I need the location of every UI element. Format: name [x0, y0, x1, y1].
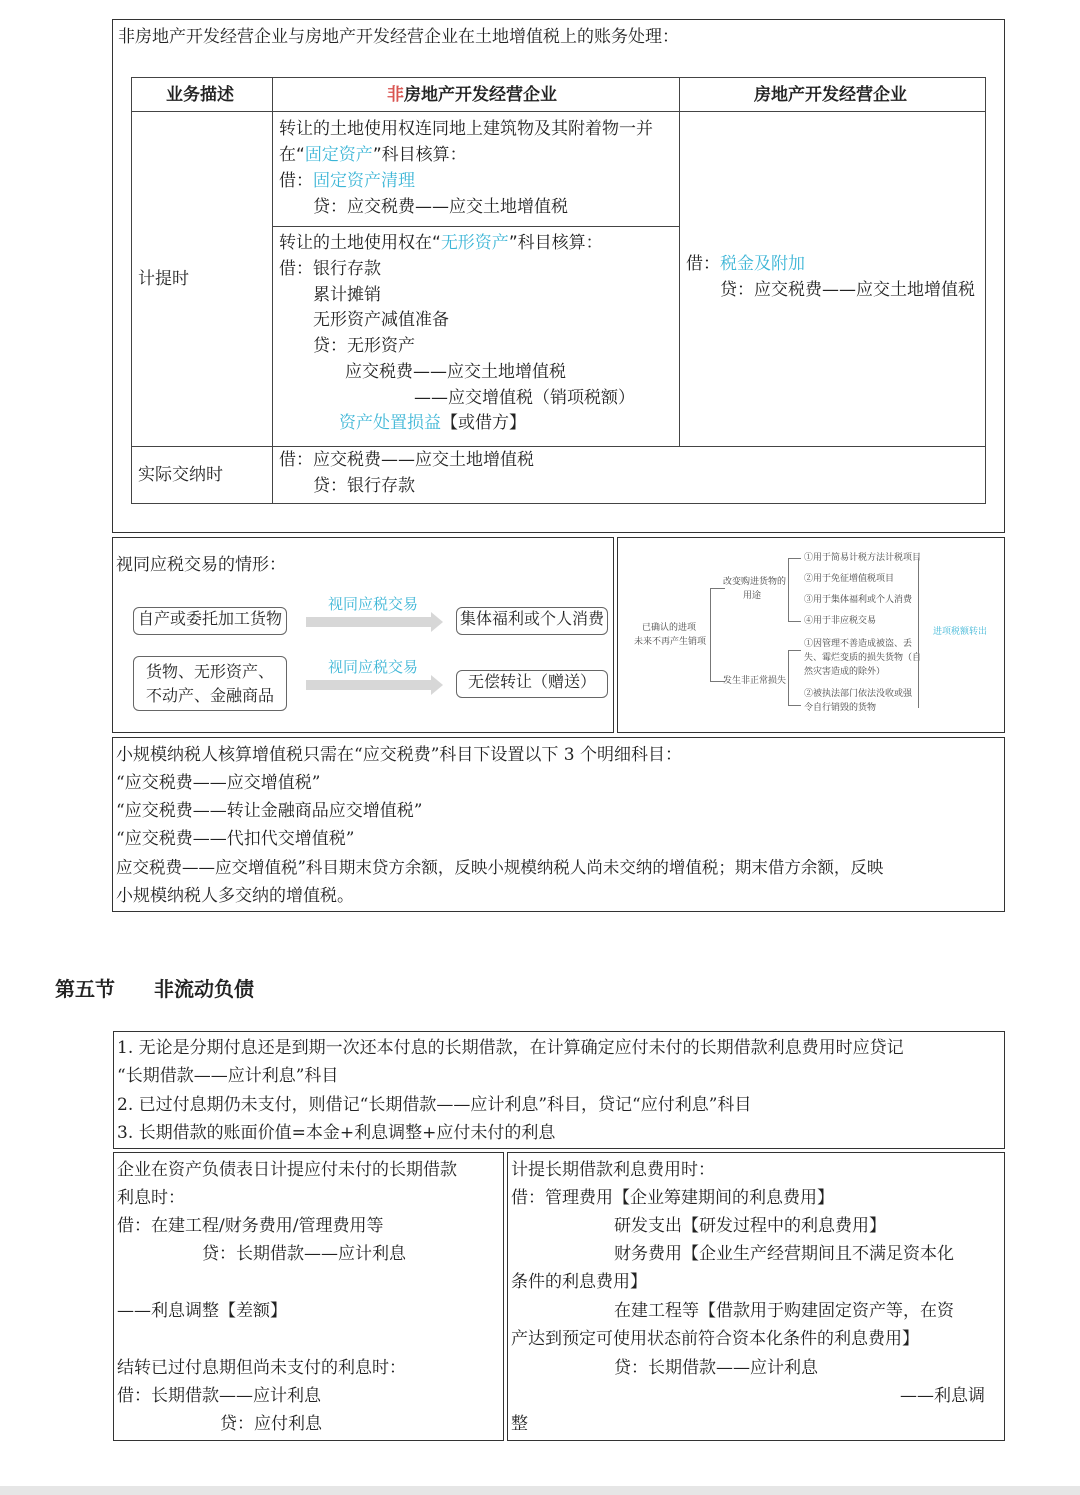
- header-real-estate: 房地产开发经营企业: [754, 85, 907, 105]
- right-line4: 财务费用【企业生产经营期间且不满足资本化: [614, 1244, 954, 1264]
- input-vat-transfer-mindmap: [617, 537, 1005, 733]
- mindmap-root-bracket: [710, 588, 725, 682]
- mindmap-branch1-line1: 改变购进货物的: [723, 577, 787, 587]
- mindmap-branch1-line2: 用途: [743, 591, 762, 601]
- small-line3: “应交税费——转让金融商品应交增值税”: [116, 801, 423, 821]
- deemed-row1-right: 集体福利或个人消费: [456, 607, 608, 635]
- cell-b-line6: 应交税费——应交土地增值税: [345, 362, 566, 382]
- mindmap-result: 进项税额转出: [933, 627, 988, 637]
- section-number: 第五节: [55, 977, 115, 1001]
- right-line6: 在建工程等【借款用于购建固定资产等，在资: [614, 1301, 954, 1321]
- small-line6: 小规模纳税人多交纳的增值税。: [116, 886, 354, 906]
- cell-b-line7: ——应交增值税（销项税额）: [414, 388, 635, 408]
- left-line3: 借：在建工程/财务费用/管理费用等: [117, 1216, 384, 1236]
- cell-a-line1: 转让的土地使用权连同地上建筑物及其附着物一并: [279, 119, 653, 139]
- mindmap-branch1-bracket: [788, 558, 801, 622]
- land-vat-table: [131, 77, 986, 504]
- right-line1: 计提长期借款利息费用时：: [511, 1160, 715, 1180]
- right-line2: 借：管理费用【企业筹建期间的利息费用】: [511, 1188, 834, 1208]
- small-line4: “应交税费——代扣代交增值税”: [116, 829, 355, 849]
- right-line10: 整: [511, 1414, 528, 1434]
- header-non-real-estate: [387, 84, 557, 106]
- left-line2: 利息时：: [117, 1188, 185, 1208]
- header-non-prefix: 非: [387, 85, 404, 105]
- right-line8: 贷：长期借款——应计利息: [614, 1358, 818, 1378]
- left-line4: 贷：长期借款——应计利息: [202, 1244, 406, 1264]
- interest-expense-right-box: [507, 1152, 1005, 1441]
- mindmap-result-bracket: [918, 558, 919, 708]
- row-label-accrual: 计提时: [138, 269, 189, 289]
- small-line2: “应交税费——应交增值税”: [116, 773, 321, 793]
- left-line6: ——利息调整【差额】: [117, 1301, 287, 1321]
- loan-note-line1: 1. 无论是分期付息还是到期一次还本付息的长期借款，在计算确定应付未付的长期借款利息费用时应贷记: [117, 1038, 904, 1058]
- mindmap-b2-item4: ②被执法部门依法没收或强: [804, 689, 913, 699]
- cell-a-line3: 借：固定资产清理: [279, 171, 415, 191]
- left-line8: 结转已过付息期但尚未支付的利息时：: [117, 1358, 406, 1378]
- cell-c-line1: 借：税金及附加: [686, 254, 805, 274]
- cell-b-line2: 借：银行存款: [279, 259, 381, 279]
- deemed-row1-arrow-label: 视同应税交易: [328, 595, 419, 613]
- right-line5: 条件的利息费用】: [511, 1272, 647, 1292]
- right-line9: ——利息调: [900, 1386, 985, 1406]
- cell-b-line3: 累计摊销: [313, 285, 381, 305]
- mindmap-root-line2: 未来不再产生销项: [634, 637, 707, 647]
- left-line1: 企业在资产负债表日计提应付未付的长期借款: [117, 1160, 457, 1180]
- deemed-row1-arrow: [306, 617, 431, 627]
- cell-a-line4: 贷：应交税费——应交土地增值税: [313, 197, 568, 217]
- mindmap-b2-item3: 然灾害造成的除外）: [804, 667, 886, 677]
- section-title: 非流动负债: [154, 977, 254, 1001]
- cell-b-line4: 无形资产减值准备: [313, 310, 449, 330]
- page-bottom-bar: [0, 1486, 1080, 1495]
- mindmap-branch2: 发生非正常损失: [723, 676, 787, 686]
- mindmap-branch2-bracket: [788, 650, 801, 706]
- deemed-title: 视同应税交易的情形：: [116, 555, 286, 575]
- deemed-row2-left: [133, 656, 287, 711]
- cell-a-line2: 在“固定资产”科目核算：: [279, 145, 467, 165]
- deemed-row2-arrow: [306, 680, 431, 690]
- long-term-loan-notes: [113, 1031, 1005, 1149]
- deemed-transaction-box: [112, 537, 614, 733]
- mindmap-b1-item4: ④用于非应税交易: [804, 616, 877, 626]
- right-line7: 产达到预定可使用状态前符合资本化条件的利息费用】: [511, 1329, 919, 1349]
- loan-note-line3: 2. 已过付息期仍未支付，则借记“长期借款——应计利息”科目，贷记“应付利息”科目: [117, 1095, 752, 1115]
- land-vat-title: 非房地产开发经营企业与房地产开发经营企业在土地增值税上的账务处理：: [118, 27, 679, 47]
- cell-b-line8: 资产处置损益【或借方】: [339, 413, 526, 433]
- deemed-row2-right: 无偿转让（赠送）: [456, 670, 608, 698]
- small-taxpayer-box: [112, 737, 1005, 912]
- mindmap-b2-item1: ①因管理不善造成被盗、丢: [804, 639, 913, 649]
- loan-note-line4: 3. 长期借款的账面价值=本金+利息调整+应付未付的利息: [117, 1123, 556, 1143]
- mindmap-b1-item1: ①用于简易计税方法计税项目: [804, 553, 922, 563]
- deemed-row1-left: 自产或委托加工货物: [133, 607, 287, 635]
- left-line10: 贷：应付利息: [220, 1414, 322, 1434]
- mindmap-b2-item5: 令自行销毁的货物: [804, 703, 877, 713]
- interest-accrual-left-box: [113, 1152, 504, 1441]
- mindmap-b2-item2: 失、霉烂变质的损失货物（自: [804, 653, 922, 663]
- cell-c-line2: 贷：应交税费——应交土地增值税: [720, 280, 975, 300]
- cell-d-line1: 借：应交税费——应交土地增值税: [279, 450, 534, 470]
- mindmap-b1-item3: ③用于集体福利或个人消费: [804, 595, 913, 605]
- small-line5: 应交税费——应交增值税”科目期末贷方余额，反映小规模纳税人尚未交纳的增值税；期末借方余额，反映: [116, 858, 884, 877]
- deemed-row2-left-line2: 不动产、金融商品: [145, 686, 274, 705]
- loan-note-line2: “长期借款——应计利息”科目: [117, 1066, 339, 1086]
- deemed-row2-left-line1: 货物、无形资产、: [145, 662, 274, 681]
- right-line3: 研发支出【研发过程中的利息费用】: [614, 1216, 886, 1236]
- land-vat-box: [112, 19, 1005, 533]
- small-line1: 小规模纳税人核算增值税只需在“应交税费”科目下设置以下 3 个明细科目：: [116, 745, 683, 765]
- cell-b-line5: 贷：无形资产: [313, 336, 415, 356]
- header-non-rest: 房地产开发经营企业: [404, 85, 557, 105]
- mindmap-b1-item2: ②用于免征增值税项目: [804, 574, 895, 584]
- mindmap-root-line1: 已确认的进项: [642, 623, 697, 633]
- cell-d-line2: 贷：银行存款: [313, 476, 415, 496]
- row-label-payment: 实际交纳时: [138, 465, 223, 485]
- header-business-desc: 业务描述: [166, 85, 234, 105]
- deemed-row2-arrow-label: 视同应税交易: [328, 658, 419, 676]
- cell-b-line1: 转让的土地使用权在“无形资产”科目核算：: [279, 233, 603, 253]
- left-line9: 借：长期借款——应计利息: [117, 1386, 321, 1406]
